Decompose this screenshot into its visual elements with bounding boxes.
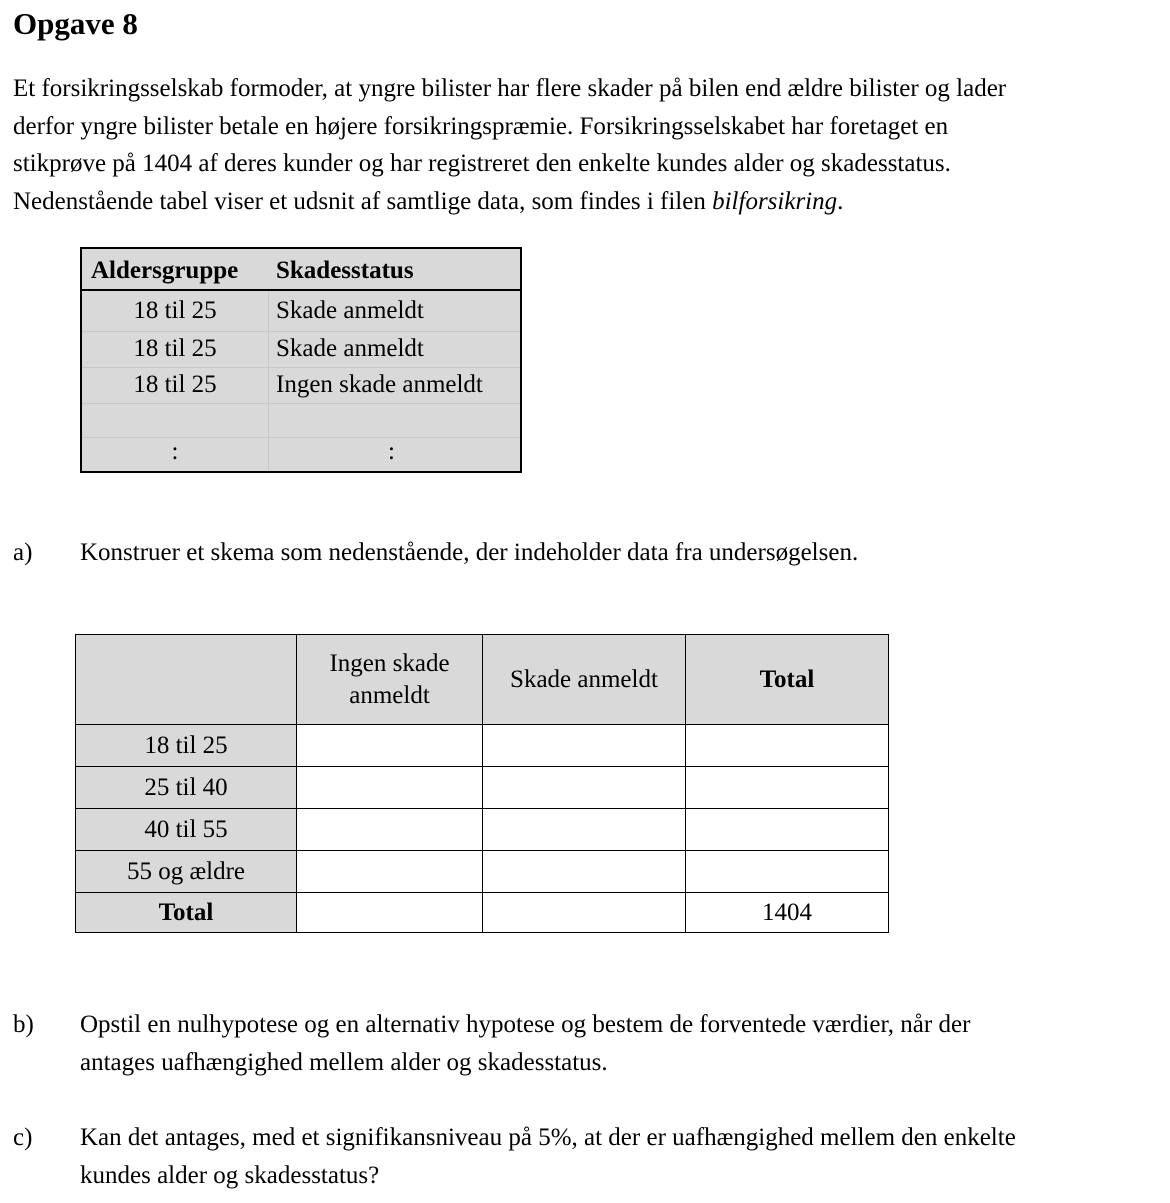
empty-cell bbox=[686, 809, 889, 851]
frequency-table bbox=[75, 634, 889, 933]
question-text bbox=[80, 1119, 1165, 1194]
empty-cell bbox=[686, 725, 889, 767]
question-line: Konstruer et skema som nedenstående, der indeholder data fra undersøgelsen. bbox=[80, 539, 859, 566]
empty-cell bbox=[297, 767, 483, 809]
empty-cell bbox=[297, 809, 483, 851]
sample-table-header bbox=[82, 249, 520, 291]
table-row bbox=[82, 293, 520, 329]
header-line: anmeldt bbox=[349, 681, 430, 709]
question-label: b) bbox=[13, 1011, 34, 1038]
table-row bbox=[76, 809, 889, 851]
intro-line: Et forsikringsselskab formoder, at yngre bilister har flere skader på bilen end ældre bilister og lader bbox=[13, 75, 1007, 102]
file-name: bilforsikring bbox=[712, 187, 838, 215]
table-row bbox=[76, 767, 889, 809]
question-text bbox=[80, 1006, 1165, 1081]
header-skade-anmeldt: Skade anmeldt bbox=[483, 635, 686, 725]
empty-cell bbox=[483, 725, 686, 767]
page-title: Opgave 8 bbox=[13, 6, 138, 41]
question-line: Kan det antages, med et signifikansniveau på 5%, at der er uafhængighed mellem den enkelte bbox=[80, 1124, 1016, 1151]
table-row bbox=[76, 851, 889, 893]
total-row bbox=[76, 893, 889, 933]
table-row bbox=[82, 331, 520, 367]
empty-cell bbox=[297, 725, 483, 767]
age-cell: 18 til 25 bbox=[133, 335, 217, 362]
intro-paragraph bbox=[13, 70, 1163, 220]
sample-data-table bbox=[80, 247, 522, 473]
question-label: c) bbox=[13, 1124, 33, 1151]
intro-text: Nedenstående tabel viser et udsnit af samtlige data, som findes i filen bbox=[13, 187, 713, 215]
header-ingen-skade bbox=[297, 635, 483, 725]
empty-cell bbox=[483, 809, 686, 851]
row-divider bbox=[82, 403, 520, 404]
header-line: Ingen skade bbox=[329, 649, 450, 677]
header-skadesstatus: Skadesstatus bbox=[276, 257, 414, 284]
intro-line: derfor yngre bilister betale en højere forsikringspræmie. Forsikringsselskabet har foretaget en bbox=[13, 112, 949, 140]
intro-line bbox=[13, 183, 1163, 221]
ellipsis-cell: : bbox=[388, 438, 395, 465]
corner-cell bbox=[76, 635, 297, 725]
age-cell: 18 til 25 bbox=[133, 297, 217, 324]
total-label: Total bbox=[76, 893, 297, 933]
question-text bbox=[80, 534, 1165, 572]
question-line: Opstil en nulhypotese og en alternativ hypotese og bestem de forventede værdier, når der bbox=[80, 1011, 971, 1038]
question-line: kundes alder og skadesstatus? bbox=[80, 1161, 380, 1189]
question-label: a) bbox=[13, 539, 33, 566]
empty-cell bbox=[483, 893, 686, 933]
empty-cell bbox=[483, 851, 686, 893]
table-row bbox=[76, 725, 889, 767]
table-row bbox=[82, 367, 520, 403]
row-label: 18 til 25 bbox=[76, 725, 297, 767]
header-total: Total bbox=[686, 635, 889, 725]
status-cell: Ingen skade anmeldt bbox=[276, 371, 483, 398]
empty-cell bbox=[297, 851, 483, 893]
row-label: 55 og ældre bbox=[76, 851, 297, 893]
status-cell: Skade anmeldt bbox=[276, 335, 424, 362]
empty-cell bbox=[297, 893, 483, 933]
empty-cell bbox=[686, 767, 889, 809]
ellipsis-cell: : bbox=[171, 438, 179, 465]
status-cell: Skade anmeldt bbox=[276, 297, 424, 324]
question-line: antages uafhængighed mellem alder og skadesstatus. bbox=[80, 1048, 608, 1076]
row-label: 25 til 40 bbox=[76, 767, 297, 809]
ellipsis-row bbox=[82, 437, 520, 473]
empty-cell bbox=[686, 851, 889, 893]
intro-text: . bbox=[837, 187, 844, 215]
age-cell: 18 til 25 bbox=[133, 371, 217, 398]
intro-line: stikprøve på 1404 af deres kunder og har registreret den enkelte kundes alder og skadesstatus. bbox=[13, 150, 951, 177]
row-label: 40 til 55 bbox=[76, 809, 297, 851]
empty-cell bbox=[483, 767, 686, 809]
grand-total-cell: 1404 bbox=[686, 893, 889, 933]
header-aldersgruppe: Aldersgruppe bbox=[91, 257, 239, 284]
